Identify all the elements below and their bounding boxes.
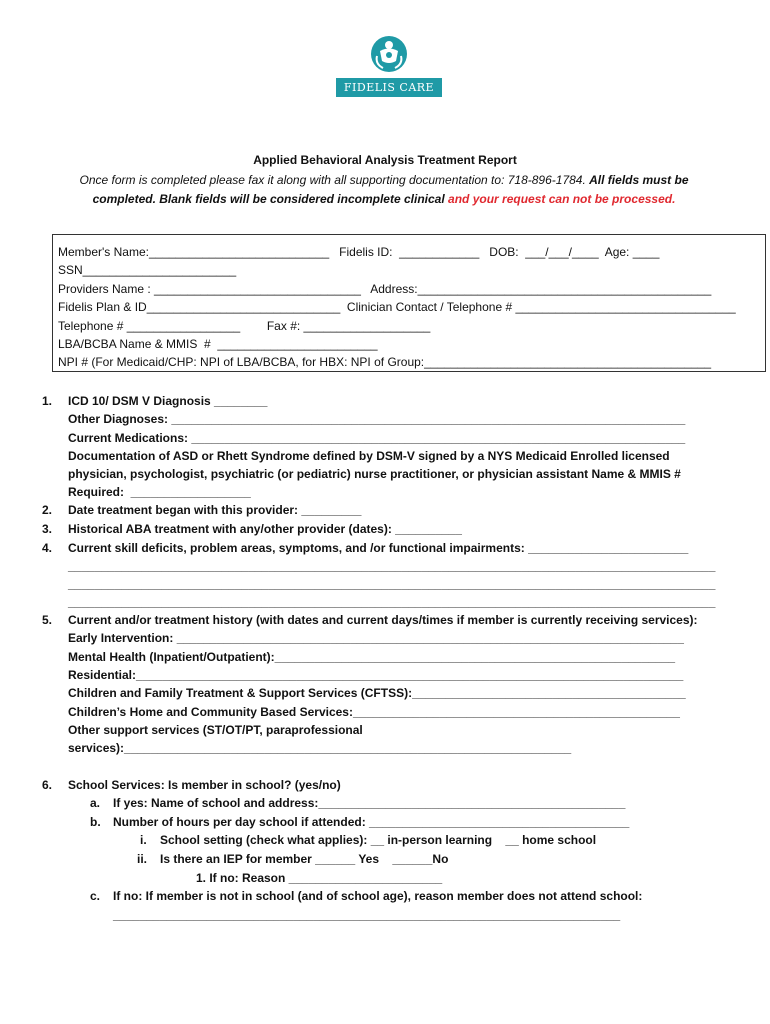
member-name-line[interactable]: Member's Name:___________________________ Fidelis ID: ____________ DOB: ___/___/____ Age: ____ <box>58 245 660 259</box>
school-services-question[interactable]: School Services: Is member in school? (yes/no) <box>68 778 341 792</box>
question-4-number: 4. <box>42 541 53 555</box>
question-6-number: 6. <box>42 778 53 792</box>
asd-documentation-text: Documentation of ASD or Rhett Syndrome defined by DSM-V signed by a NYS Medicaid Enrolled licensed <box>68 449 670 463</box>
sub-item-b-label: b. <box>90 815 101 829</box>
icd-diagnosis-field[interactable]: ICD 10/ DSM V Diagnosis ________ <box>68 394 268 408</box>
skill-deficits-blank-line[interactable]: _________________________________________________________________________________________________ <box>68 559 716 573</box>
sub-item-a-label: a. <box>90 796 101 810</box>
early-intervention-field[interactable]: Early Intervention: ____________________________________________________________________________ <box>68 631 684 645</box>
question-3-number: 3. <box>42 522 53 536</box>
skill-deficits-blank-line[interactable]: _________________________________________________________________________________________________ <box>68 595 716 609</box>
other-support-services-label: Other support services (ST/OT/PT, paraprofessional <box>68 723 363 737</box>
sub-item-ii-label: ii. <box>137 852 148 866</box>
question-5-number: 5. <box>42 613 53 627</box>
logo-wordmark: FIDELIS CARE <box>336 78 442 97</box>
treatment-start-date-field[interactable]: Date treatment began with this provider: _________ <box>68 503 362 517</box>
form-title: Applied Behavioral Analysis Treatment Report <box>253 153 517 167</box>
not-in-school-reason-field[interactable]: ____________________________________________________________________________ <box>113 908 621 922</box>
sub-item-i-label: i. <box>140 833 147 847</box>
skill-deficits-blank-line[interactable]: _________________________________________________________________________________________________ <box>68 577 716 591</box>
ssn-line[interactable]: SSN_______________________ <box>58 263 237 277</box>
iep-reason-field[interactable]: 1. If no: Reason _______________________ <box>196 871 443 885</box>
hcbs-field[interactable]: Children’s Home and Community Based Services:_________________________________________________ <box>68 705 680 719</box>
sub-item-c-label: c. <box>90 889 101 903</box>
fidelis-plan-line[interactable]: Fidelis Plan & ID_____________________________ Clinician Contact / Telephone # _________________________________ <box>58 300 736 314</box>
form-instructions <box>58 171 710 208</box>
school-hours-field[interactable]: Number of hours per day school if attended: _______________________________________ <box>113 815 630 829</box>
cftss-field[interactable]: Children and Family Treatment & Support Services (CFTSS):_________________________________________ <box>68 686 686 700</box>
processing-warning: and your request can not be processed. <box>448 191 676 206</box>
required-fields-note: All fields must be completed. Blank fields will be considered incomplete clinical <box>92 173 689 206</box>
skill-deficits-field[interactable]: Current skill deficits, problem areas, symptoms, and /or functional impairments: ________________________ <box>68 541 689 555</box>
not-in-school-question: If no: If member is not in school (and of school age), reason member does not attend school: <box>113 889 643 903</box>
provider-name-line[interactable]: Providers Name : _______________________________ Address:____________________________________________ <box>58 282 712 296</box>
treatment-history-heading: Current and/or treatment history (with dates and current days/times if member is currently receiving services): <box>68 613 698 627</box>
required-mmis-field[interactable]: Required: __________________ <box>68 485 251 499</box>
telephone-fax-line[interactable]: Telephone # _________________ Fax #: ___________________ <box>58 319 431 333</box>
fidelis-care-logo <box>336 34 442 98</box>
residential-field[interactable]: Residential:__________________________________________________________________________________ <box>68 668 684 682</box>
school-setting-field[interactable]: School setting (check what applies): __ in-person learning __ home school <box>160 833 597 847</box>
fax-instructions: Once form is completed please fax it along with all supporting documentation to: 718-896-1784. <box>79 173 586 187</box>
current-medications-field[interactable]: Current Medications: __________________________________________________________________________ <box>68 431 686 445</box>
other-support-services-field[interactable]: services):___________________________________________________________________ <box>68 741 572 755</box>
npi-line[interactable]: NPI # (For Medicaid/CHP: NPI of LBA/BCBA, for HBX: NPI of Group:___________________________________________ <box>58 355 712 369</box>
other-diagnoses-field[interactable]: Other Diagnoses: _____________________________________________________________________________ <box>68 412 686 426</box>
asd-documentation-text-2: physician, psychologist, psychiatric (or pediatric) nurse practitioner, or physician assistant Name & MMIS # <box>68 467 681 481</box>
question-2-number: 2. <box>42 503 53 517</box>
school-name-address-field[interactable]: If yes: Name of school and address:______________________________________________ <box>113 796 626 810</box>
iep-field[interactable]: Is there an IEP for member ______ Yes ______No <box>160 852 449 866</box>
historical-aba-field[interactable]: Historical ABA treatment with any/other provider (dates): __________ <box>68 522 462 536</box>
lba-bcba-line[interactable]: LBA/BCBA Name & MMIS # ________________________ <box>58 337 378 351</box>
member-info-box <box>52 234 766 372</box>
family-emblem-icon <box>369 34 409 74</box>
mental-health-field[interactable]: Mental Health (Inpatient/Outpatient):____________________________________________________________ <box>68 650 676 664</box>
question-1-number: 1. <box>42 394 53 408</box>
